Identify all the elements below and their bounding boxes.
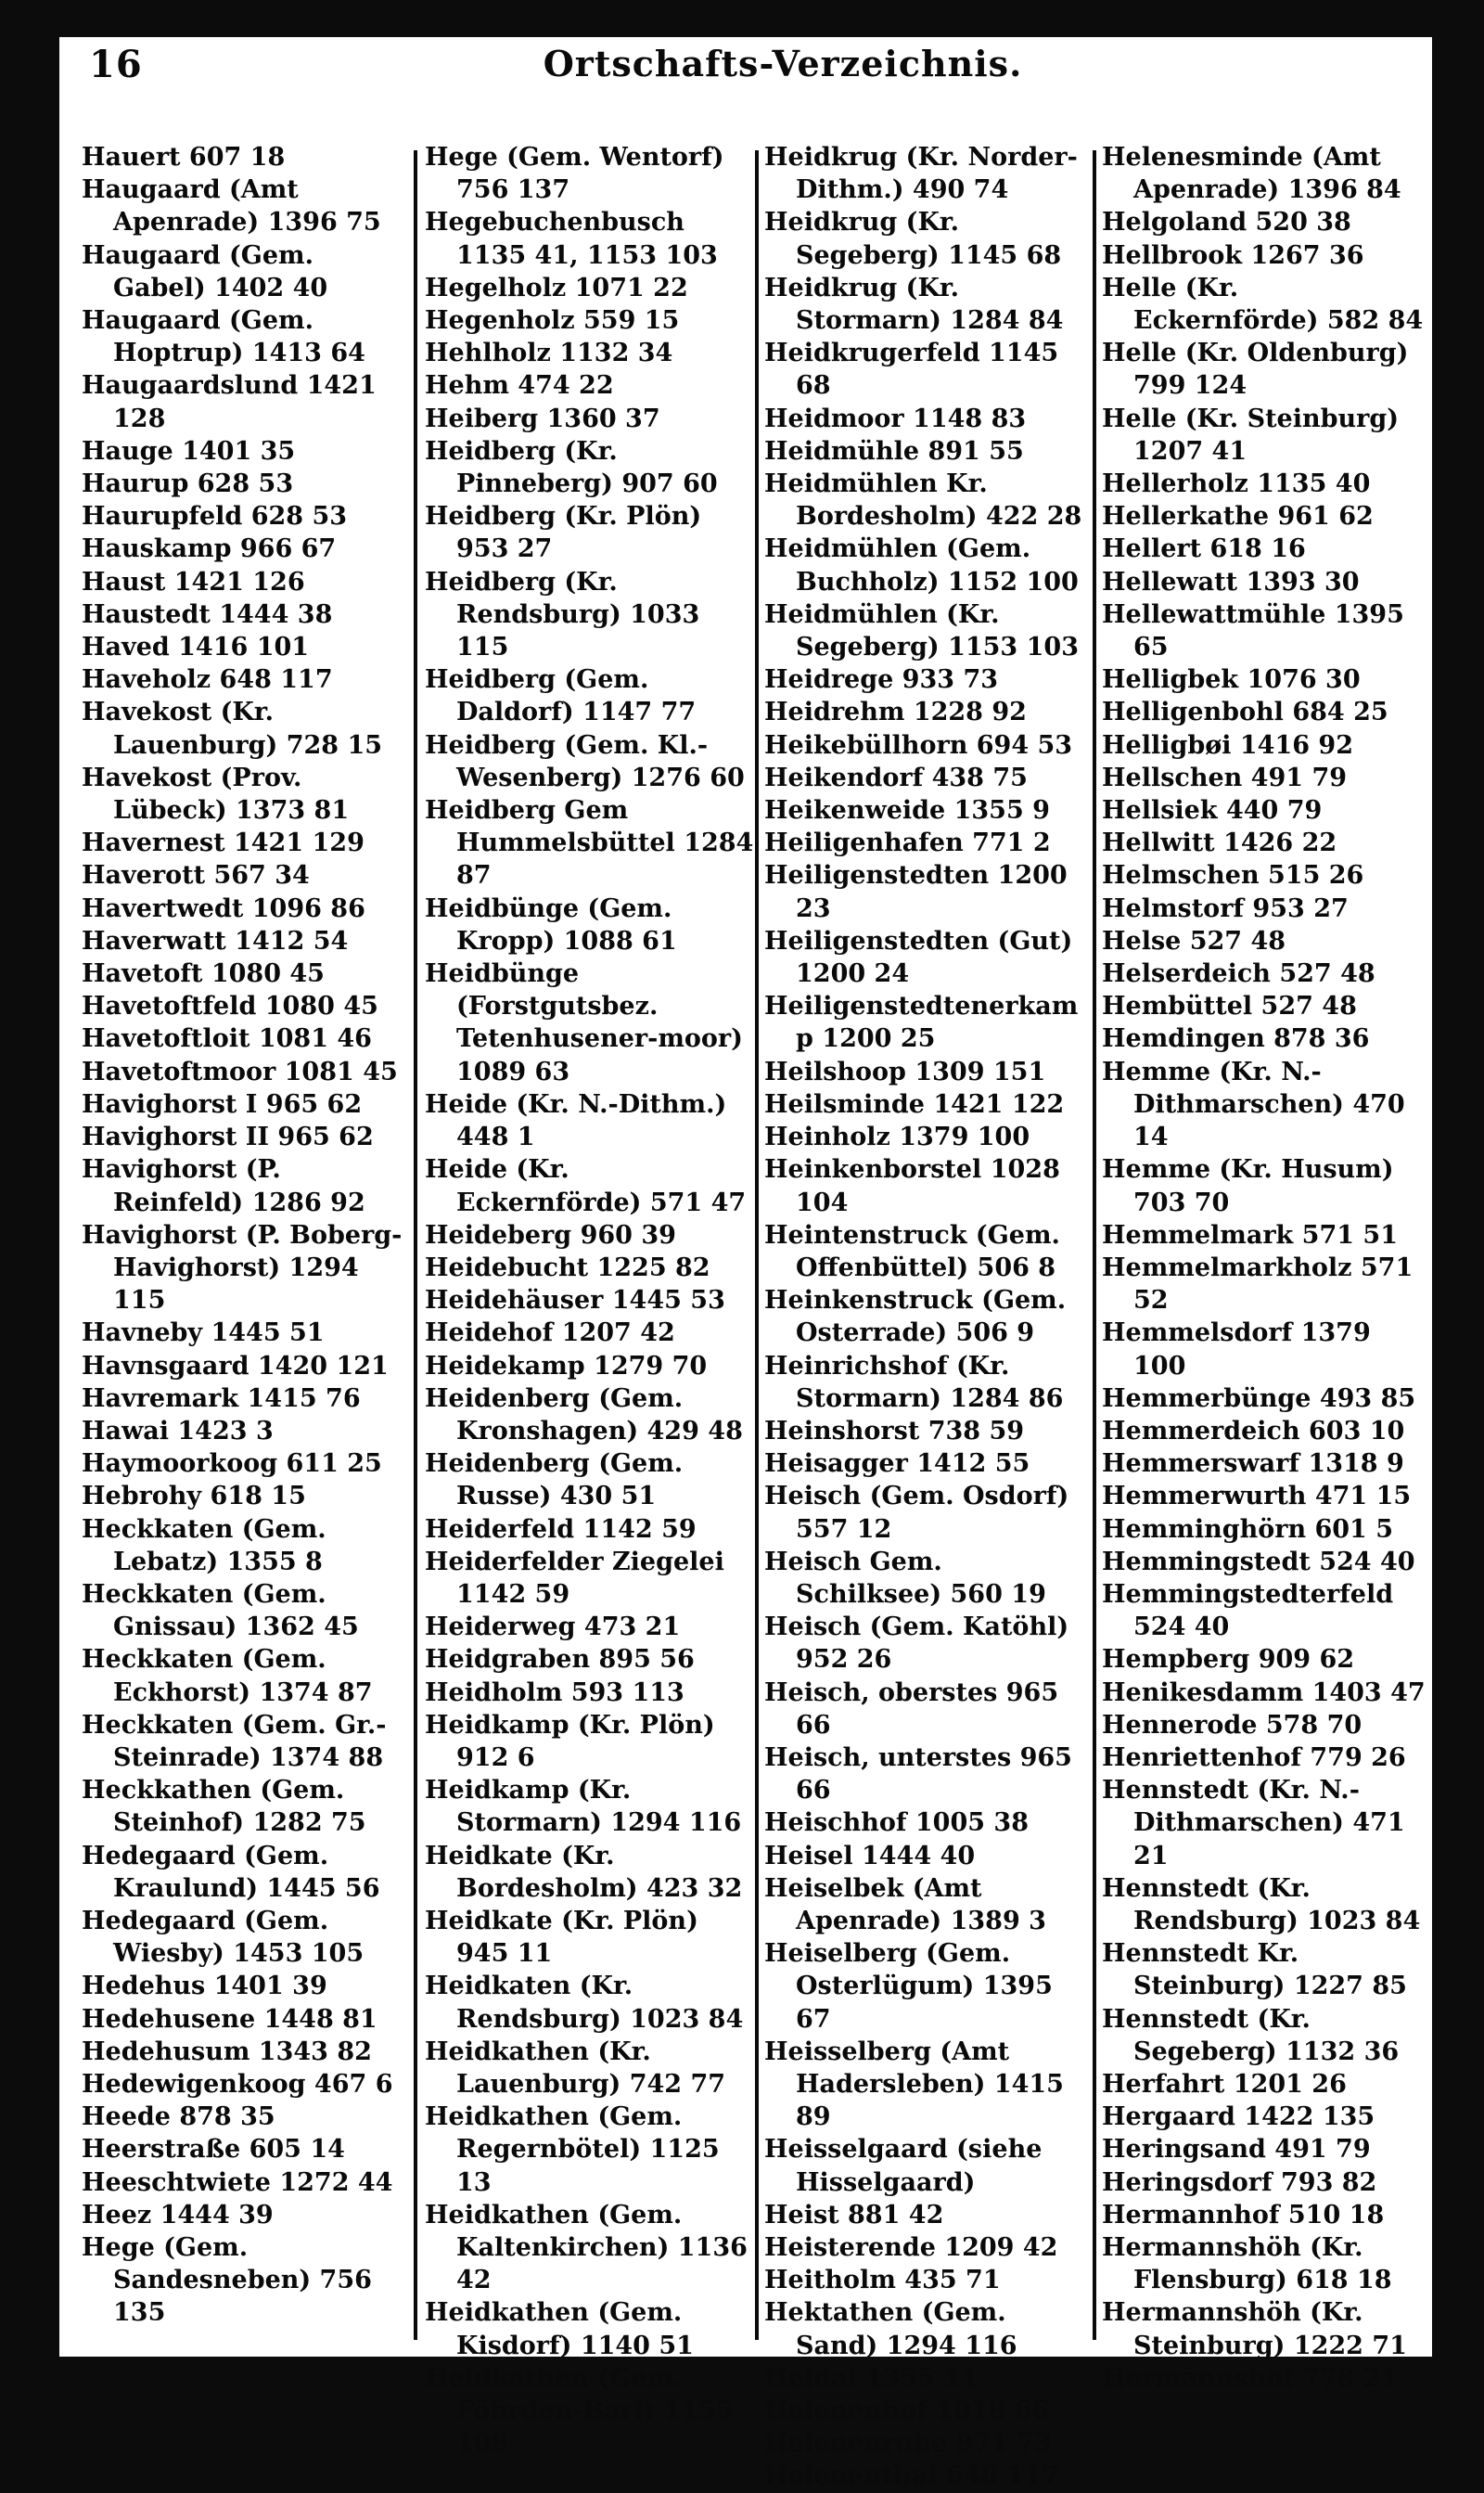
directory-entry: Heckkaten (Gem. Gnissau) 1362 45 [82,1579,359,1642]
directory-entry: Heez 1444 39 [82,2200,274,2230]
directory-entry: Henriettenhof 779 26 [1102,1742,1406,1772]
directory-entry: Helligbek 1076 30 [1102,665,1361,695]
directory-entry: Heilshoop 1309 151 [764,1057,1046,1086]
directory-entry: Heiselberg (Gem. Osterlügum) 1395 67 [764,1939,1053,2034]
directory-entry: Hauskamp 966 67 [82,534,337,564]
directory-entry: Henikesdamm 1403 47 [1102,1677,1426,1707]
directory-entry: Hebrohy 618 15 [82,1482,306,1511]
directory-entry: Hellbrook 1267 36 [1102,240,1364,270]
directory-entry: Heidberg (Kr. Rendsburg) 1033 115 [425,567,700,662]
directory-entry: Havetoftloit 1081 46 [82,1024,372,1054]
column-4 [1102,141,1431,2393]
directory-entry: Heiderfeld 1142 59 [425,1514,697,1544]
directory-entry: Hemmerdeich 603 10 [1102,1416,1405,1446]
column-divider [1093,150,1096,2340]
directory-entry: Hegelholz 1071 22 [425,273,688,302]
directory-entry: Hemmingstedterfeld 524 40 [1102,1579,1394,1642]
directory-entry: Hedehusum 1343 82 [82,2037,372,2066]
directory-entry: Hedegaard (Gem. Kraulund) 1445 56 [82,1841,380,1903]
directory-entry: Heidkathen (Gem. Föhrden-Barl) 1155 108 [425,2363,734,2459]
directory-entry: Havekost (Kr. Lauenburg) 728 15 [82,698,383,760]
directory-entry: Heisselberg (Amt Hadersleben) 1415 89 [764,2037,1064,2132]
directory-entry: Helle (Kr. Steinburg) 1207 41 [1102,404,1399,466]
directory-entry: Heinrichshof (Kr. Stormarn) 1284 86 [764,1351,1064,1413]
directory-entry: Heintenstruck (Gem. Offenbüttel) 506 8 [764,1220,1060,1282]
directory-entry: Heidkrug (Kr. Stormarn) 1284 84 [764,273,1064,336]
directory-entry: Heisch (Gem. Katöhl) 952 26 [764,1613,1069,1675]
directory-entry: Havetoftfeld 1080 45 [82,992,378,1022]
directory-entry: Hermannshöh (Kr. Flensburg) 618 18 [1102,2233,1392,2295]
directory-entry: Heidbünge (Forstgutsbez. Tetenhusener-moor) 1089 63 [425,959,743,1086]
page-title: Ortschafts-Verzeichnis. [543,43,1023,84]
directory-entry: Helmschen 515 26 [1102,861,1364,891]
directory-entry: Hermannhof 510 18 [1102,2200,1385,2230]
directory-entry: Heikebüllhorn 694 53 [764,730,1073,760]
directory-entry: Heist 881 42 [764,2200,944,2230]
directory-entry: Hellsiek 440 79 [1102,796,1323,826]
directory-entry: Heidehäuser 1445 53 [425,1286,725,1316]
directory-entry: Hedegaard (Gem. Wiesby) 1453 105 [82,1906,365,1969]
directory-entry: Heinkenborstel 1028 104 [764,1155,1060,1217]
directory-entry: Heisselgaard (siehe Hisselgaard) [764,2135,1043,2197]
directory-entry: Hege (Gem. Wentorf) 756 137 [425,143,724,205]
directory-entry: Hemmerswarf 1318 9 [1102,1449,1404,1479]
directory-entry: Heidkate (Kr. Plön) 945 11 [425,1906,698,1969]
directory-entry: Helenenhof 1018 66 [764,2397,1050,2426]
directory-entry: Heidbünge (Gem. Kropp) 1088 61 [425,893,677,956]
directory-entry: Heidmühlen Kr. Bordesholm) 422 28 [764,469,1082,532]
directory-entry: Heidkate (Kr. Bordesholm) 423 32 [425,1841,743,1903]
directory-entry: Hemminghörn 601 5 [1102,1514,1394,1544]
directory-entry: Haurup 628 53 [82,469,294,499]
page-number: 16 [89,43,143,86]
directory-entry: Heitholm 435 71 [764,2266,1001,2295]
directory-entry: Hemmerbünge 493 85 [1102,1383,1416,1413]
directory-entry: Havighorst I 965 62 [82,1089,363,1119]
directory-entry: Heiligenstedtenerkamp 1200 25 [764,992,1079,1054]
directory-entry: Hauert 607 18 [82,143,286,172]
directory-entry: Heidberg (Kr. Plön) 953 27 [425,502,702,564]
directory-entry: Havighorst (P. Reinfeld) 1286 92 [82,1155,365,1217]
directory-entry: Heiligenstedten 1200 23 [764,861,1068,923]
directory-entry: Havneby 1445 51 [82,1318,325,1348]
directory-entry: Heidkaten (Kr. Rendsburg) 1023 84 [425,1972,744,2034]
directory-entry: Havertwedt 1096 86 [82,893,365,923]
column-1 [82,141,411,2349]
directory-entry: Heidkrug (Kr. Segeberg) 1145 68 [764,208,1062,270]
directory-entry: Heikendorf 438 75 [764,763,1028,792]
directory-entry: Herfahrt 1201 26 [1102,2069,1347,2099]
directory-entry: Hegebuchenbusch 1135 41, 1153 103 [425,208,718,270]
directory-entry: Havremark 1415 76 [82,1383,361,1413]
directory-entry: Hennerode 578 70 [1102,1710,1362,1740]
directory-entry: Heringsdorf 793 82 [1102,2167,1377,2197]
directory-entry: Heiderfelder Ziegelei 1142 59 [425,1547,724,1609]
directory-entry: Heidkrugerfeld 1145 68 [764,339,1059,401]
directory-entry: Heidkamp (Kr. Stormarn) 1294 116 [425,1776,742,1838]
directory-entry: Haugaard (Amt Apenrade) 1396 75 [82,175,381,238]
directory-entry: Heeschtwiete 1272 44 [82,2167,393,2197]
directory-entry: Haugaard (Gem. Gabel) 1402 40 [82,240,328,302]
directory-entry: Helenenthal 648 117 [764,2461,1059,2491]
directory-entry: Heinshorst 738 59 [764,1416,1025,1446]
directory-entry: Heidberg (Gem. Kl.-Wesenberg) 1276 60 [425,730,745,792]
directory-entry: Hemmerwurth 471 15 [1102,1482,1412,1511]
directory-entry: Helligenbohl 684 25 [1102,698,1388,727]
directory-entry: Havetoftmoor 1081 45 [82,1057,398,1086]
directory-entry: Heikenweide 1355 9 [764,796,1050,826]
directory-entry: Heide (Kr. Eckernförde) 571 47 [425,1155,747,1217]
directory-entry: Heidberg (Kr. Pinneberg) 907 60 [425,436,718,499]
directory-entry: Hemmingstedt 524 40 [1102,1547,1415,1576]
directory-entry: Hemmelmark 571 51 [1102,1220,1398,1250]
directory-entry: Hellewattmühle 1395 65 [1102,599,1404,662]
directory-entry: Heisch Gem. Schilksee) 560 19 [764,1547,1046,1609]
directory-entry: Hehlholz 1132 34 [425,339,673,368]
directory-entry: Haveholz 648 117 [82,665,333,695]
directory-entry: Hennstedt (Kr. Segeberg) 1132 36 [1102,2004,1400,2066]
directory-entry: Heidholm 593 113 [425,1677,684,1707]
directory-entry: Heidmühlen (Kr. Segeberg) 1153 103 [764,599,1079,662]
directory-entry: Heiligenstedten (Gut) 1200 24 [764,926,1073,989]
directory-entry: Heidmühlen (Gem. Buchholz) 1152 100 [764,534,1079,597]
directory-entry: Haust 1421 126 [82,567,305,597]
directory-entry: Helenenruhe 971 73 [764,2429,1052,2459]
directory-entry: Heidmühle 891 55 [764,436,1024,466]
directory-entry: Heidkathen (Gem. Regernbötel) 1125 13 [425,2102,720,2197]
directory-entry: Heidkathen (Kr. Lauenburg) 742 77 [425,2037,726,2099]
directory-entry: Haugaard (Gem. Hoptrup) 1413 64 [82,306,365,368]
directory-entry: Haugaardslund 1421 128 [82,371,377,433]
directory-entry: Heidgraben 895 56 [425,1645,695,1675]
directory-entry: Heinkenstruck (Gem. Osterrade) 506 9 [764,1286,1067,1348]
directory-entry: Heisch, oberstes 965 66 [764,1677,1059,1740]
directory-entry: Hektathen (Gem. Sand) 1294 116 [764,2298,1017,2360]
directory-entry: Hennstedt (Kr. Rendsburg) 1023 84 [1102,1873,1421,1935]
directory-entry: Helenesminde (Amt Apenrade) 1396 84 [1102,143,1401,205]
directory-entry: Heidenberg (Gem. Russe) 430 51 [425,1449,684,1511]
directory-entry: Hempberg 909 62 [1102,1645,1355,1675]
directory-entry: Haved 1416 101 [82,633,310,662]
directory-entry: Heiligenhafen 771 2 [764,829,1051,858]
directory-entry: Heckkathen (Gem. Steinhof) 1282 75 [82,1776,366,1838]
directory-entry: Heide (Kr. N.-Dithm.) 448 1 [425,1089,727,1152]
directory-entry: Hellewatt 1393 30 [1102,567,1360,597]
directory-entry: Helserdeich 527 48 [1102,959,1375,989]
directory-entry: Helle (Kr. Oldenburg) 799 124 [1102,339,1409,401]
directory-entry: Helgoland 520 38 [1102,208,1351,238]
directory-entry: Hauge 1401 35 [82,436,296,466]
directory-entry: Haustedt 1444 38 [82,599,333,629]
directory-entry: Heldal 1355 11 [764,2363,979,2393]
directory-entry: Hellwitt 1426 22 [1102,829,1337,858]
directory-entry: Havernest 1421 129 [82,829,365,858]
directory-entry: Hellerholz 1135 40 [1102,469,1371,499]
directory-entry: Haymoorkoog 611 25 [82,1449,382,1479]
directory-entry: Haverott 567 34 [82,861,310,891]
directory-entry: Hemdingen 878 36 [1102,1024,1370,1054]
directory-entry: Heisel 1444 40 [764,1841,976,1870]
directory-entry: Heiselbek (Amt Apenrade) 1389 3 [764,1873,1046,1935]
directory-entry: Heidekamp 1279 70 [425,1351,708,1381]
directory-entry: Heinholz 1379 100 [764,1123,1030,1152]
directory-entry: Heidkrug (Kr. Norder-Dithm.) 490 74 [764,143,1078,205]
directory-entry: Hedehusene 1448 81 [82,2004,377,2034]
directory-entry: Heidkamp (Kr. Plön) 912 6 [425,1710,715,1772]
directory-entry: Hege (Gem. Sandesneben) 756 135 [82,2233,372,2328]
directory-entry: Heidberg Gem Hummelsbüttel 1284 87 [425,796,754,891]
directory-entry: Hemmelsdorf 1379 100 [1102,1318,1371,1381]
directory-entry: Hemme (Kr. Husum) 703 70 [1102,1155,1394,1217]
column-divider [414,150,417,2340]
directory-entry: Hedewigenkoog 467 6 [82,2069,393,2099]
directory-entry: Heidebucht 1225 82 [425,1253,710,1282]
entry-columns [80,104,1426,2491]
directory-entry: Hedehus 1401 39 [82,1972,327,2001]
directory-entry: Heidenberg (Gem. Kronshagen) 429 48 [425,1383,743,1446]
directory-entry: Hennstedt Kr. Steinburg) 1227 85 [1102,1939,1407,2001]
directory-entry: Haverwatt 1412 54 [82,926,349,956]
directory-entry: Heilsminde 1421 122 [764,1089,1065,1119]
column-divider [755,150,759,2340]
directory-entry: Helmstorf 953 27 [1102,893,1349,923]
directory-entry: Havetoft 1080 45 [82,959,325,989]
directory-entry: Heisch (Gem. Osdorf) 557 12 [764,1482,1069,1544]
directory-entry: Heisch, unterstes 965 66 [764,1742,1072,1805]
directory-entry: Heidmoor 1148 83 [764,404,1027,433]
directory-entry: Hellerkathe 961 62 [1102,502,1374,532]
directory-entry: Hegenholz 559 15 [425,306,680,336]
directory-entry: Heiberg 1360 37 [425,404,660,433]
directory-entry: Hehm 474 22 [425,371,614,401]
directory-entry: Heiderweg 473 21 [425,1613,681,1642]
directory-entry: Heidberg (Gem. Daldorf) 1147 77 [425,665,697,727]
column-3 [764,141,1094,2491]
directory-page [59,37,1432,2491]
directory-entry: Hennstedt (Kr. N.-Dithmarschen) 471 21 [1102,1776,1405,1870]
directory-entry: Heidrege 933 73 [764,665,999,695]
directory-entry: Heisterende 1209 42 [764,2233,1058,2262]
directory-entry: Helligbøi 1416 92 [1102,730,1354,760]
directory-entry: Heerstraße 605 14 [82,2135,345,2165]
directory-entry: Helle (Kr. Eckernförde) 582 84 [1102,273,1424,336]
directory-entry: Heckkaten (Gem. Gr.-Steinrade) 1374 88 [82,1710,387,1772]
directory-entry: Hermannshöh (Kr. Steinburg) 1222 71 [1102,2298,1407,2360]
directory-entry: Hellert 618 16 [1102,534,1306,564]
directory-entry: Heisagger 1412 55 [764,1449,1030,1479]
directory-entry: Havekost (Prov. Lübeck) 1373 81 [82,763,350,826]
directory-entry: Hermannshof 778 21 [1102,2363,1399,2393]
column-2 [425,141,754,2459]
directory-entry: Heede 878 35 [82,2102,275,2132]
directory-entry: Hemme (Kr. N.-Dithmarschen) 470 14 [1102,1057,1405,1152]
directory-entry: Havnsgaard 1420 121 [82,1351,389,1381]
directory-entry: Heidehof 1207 42 [425,1318,675,1348]
directory-entry: Havighorst (P. Boberg-Havighorst) 1294 115 [82,1220,403,1316]
directory-entry: Heckkaten (Gem. Eckhorst) 1374 87 [82,1645,373,1707]
directory-entry: Haurupfeld 628 53 [82,502,348,532]
directory-entry: Heckkaten (Gem. Lebatz) 1355 8 [82,1514,326,1576]
directory-entry: Hellschen 491 79 [1102,763,1348,792]
directory-entry: Hemmelmarkholz 571 52 [1102,1253,1414,1316]
directory-entry: Heideberg 960 39 [425,1220,676,1250]
directory-entry: Heidrehm 1228 92 [764,698,1027,727]
directory-entry: Havighorst II 965 62 [82,1123,374,1152]
directory-entry: Heidkathen (Gem. Kaltenkirchen) 1136 42 [425,2200,748,2295]
directory-entry: Hergaard 1422 135 [1102,2102,1375,2132]
directory-entry: Helse 527 48 [1102,926,1286,956]
directory-entry: Heidkathen (Gem. Kisdorf) 1140 51 [425,2298,694,2360]
directory-entry: Heischhof 1005 38 [764,1808,1029,1838]
directory-entry: Hembüttel 527 48 [1102,992,1357,1022]
directory-entry: Heringsand 491 79 [1102,2135,1371,2165]
directory-entry: Hawai 1423 3 [82,1416,274,1446]
